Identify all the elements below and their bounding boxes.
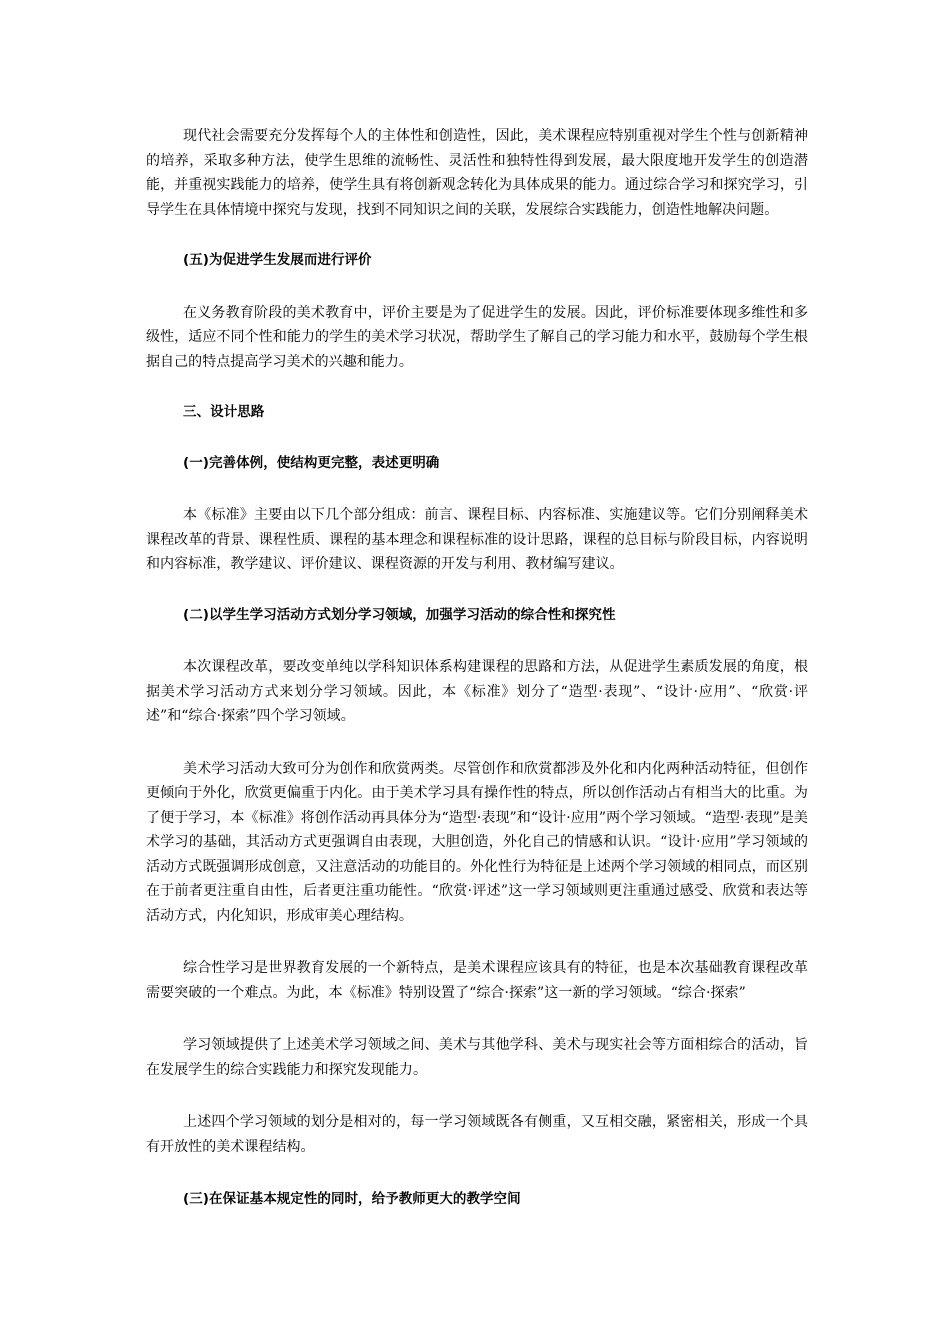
paragraph-domain-integration: 学习领域提供了上述美术学习领域之间、美术与其他学科、美术与现实社会等方面相综合的活动，旨在发展学生的综合实践能力和探究发现能力。 [146,1037,808,1078]
paragraph-structure: 本《标准》主要由以下几个部分组成：前言、课程目标、内容标准、实施建议等。它们分别阐释美术课程改革的背景、课程性质、课程的基本理念和课程标准的设计思路，课程的总目标与阶段目标，内容说明和内容标准，教学建议、评价建议、课程资源的开发与利用、教材编写建议。 [146,507,808,572]
heading-evaluation: (五)为促进学生发展而进行评价 [183,252,372,268]
heading-design-ideas: 三、设计思路 [183,404,265,420]
document-body [146,124,808,1212]
paragraph-creativity: 现代社会需要充分发挥每个人的主体性和创造性，因此，美术课程应特别重视对学生个性与创新精神的培养，采取多种方法，使学生思维的流畅性、灵活性和独特性得到发展，最大限度地开发学生的创造潜能，并重视实践能力的培养，使学生具有将创新观念转化为具体成果的能力。通过综合学习和探究学习，引导学生在具体情境中探究与发现，找到不同知识之间的关联，发展综合实践能力，创造性地解决问题。 [146,128,808,218]
heading-teaching-space: (三)在保证基本规定性的同时，给予教师更大的教学空间 [183,1191,521,1207]
heading-structure: (一)完善体例，使结构更完整，表述更明确 [183,454,440,471]
paragraph-art-activities: 美术学习活动大致可分为创作和欣赏两类。尽管创作和欣赏都涉及外化和内化两种活动特征，但创作更倾向于外化，欣赏更偏重于内化。由于美术学习具有操作性的特点，所以创作活动占有相当大的比重。为了便于学习，本《标准》将创作活动再具体分为“造型·表现”和“设计·应用”两个学习领域。“造型·表现”是美术学习的基础，其活动方式更强调自由表现，大胆创造，外化自己的情感和认识。“设计·应用”学习领域的活动方式既强调形成创意，又注意活动的功能目的。外化性行为特征是上述两个学习领域的相同点，而区别在于前者更注重自由性，后者更注重功能性。“欣赏·评述”这一学习领域则更注重通过感受、欣赏和表达等活动方式，内化知识，形成审美心理结构。 [146,760,808,924]
paragraph-four-domains: 上述四个学习领域的划分是相对的，每一学习领域既各有侧重，又互相交融，紧密相关，形成一个具有开放性的美术课程结构。 [146,1114,808,1155]
paragraph-comprehensive-learning: 综合性学习是世界教育发展的一个新特点，是美术课程应该具有的特征，也是本次基础教育课程改革需要突破的一个难点。为此，本《标准》特别设置了“综合·探索”这一新的学习领域。“综合·探索” [146,960,808,1001]
paragraph-curriculum-reform: 本次课程改革，要改变单纯以学科知识体系构建课程的思路和方法，从促进学生素质发展的角度，根据美术学习活动方式来划分学习领域。因此，本《标准》划分了“造型·表现”、“设计·应用”、“欣赏·评述”和“综合·探索”四个学习领域。 [146,659,808,724]
paragraph-evaluation: 在义务教育阶段的美术教育中，评价主要是为了促进学生的发展。因此，评价标准要体现多维性和多级性，适应不同个性和能力的学生的美术学习状况，帮助学生了解自己的学习能力和水平，鼓励每个学生根据自己的特点提高学习美术的兴趣和能力。 [146,304,808,370]
heading-learning-domains: (二)以学生学习活动方式划分学习领域，加强学习活动的综合性和探究性 [183,606,616,623]
